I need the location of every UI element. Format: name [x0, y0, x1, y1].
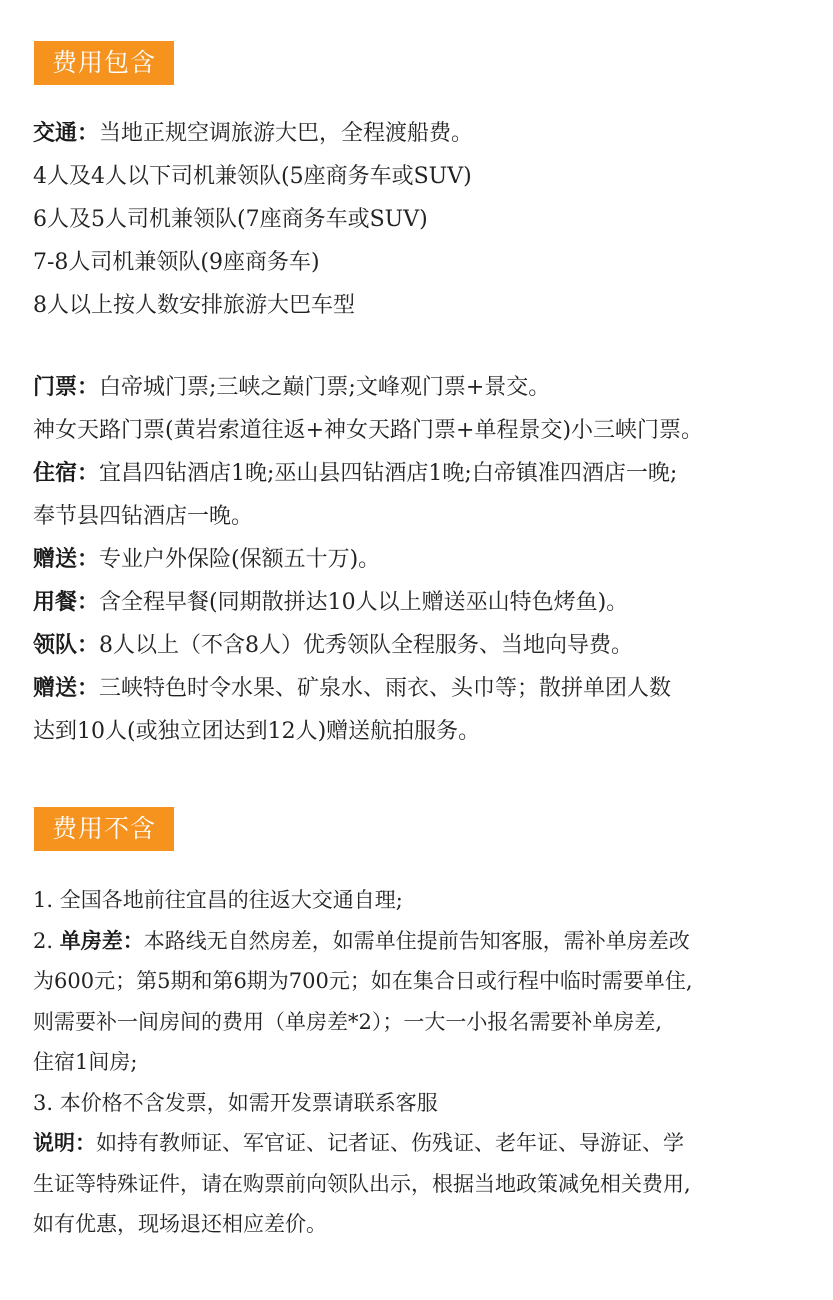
extras-gift-line-2: 达到10人(或独立团达到12人)赠送航拍服务。: [33, 719, 481, 744]
excluded-item-3: 3. 本价格不含发票，如需开发票请联系客服: [33, 1090, 438, 1115]
note-label: 说明：: [33, 1131, 96, 1155]
leader-line: [33, 624, 823, 667]
single-room-text: 本路线无自然房差，如需单住提前告知客服，需补单房差改: [143, 928, 690, 953]
meals-text: 含全程早餐(同期散拼达10人以上赠送巫山特色烤鱼)。: [99, 590, 629, 615]
insurance-gift-text: 专业户外保险(保额五十万)。: [99, 547, 381, 572]
leader-text: 8人以上（不含8人）优秀领队全程服务、当地向导费。: [99, 633, 634, 658]
transport-option-line: 6人及5人司机兼领队(7座商务车或SUV): [33, 207, 428, 232]
note-line: [33, 1123, 823, 1164]
single-room-line-4: 住宿1间房;: [33, 1050, 138, 1074]
tickets-line-2: 神女天路门票(黄岩索道往返+神女天路门票+单程景交)小三峡门票。: [33, 418, 704, 443]
transport-label: 交通：: [33, 121, 100, 146]
lodging-line: [33, 452, 823, 495]
lodging-label: 住宿：: [33, 461, 100, 486]
excluded-item-1: 1. 全国各地前往宜昌的往返大交通自理;: [33, 888, 403, 912]
extras-gift-line: [33, 667, 823, 710]
single-room-label: 单房差：: [59, 928, 144, 953]
tickets-line: [33, 366, 823, 409]
extras-gift-label: 赠送：: [33, 676, 100, 701]
included-details-block: [33, 366, 823, 753]
transport-text: 当地正规空调旅游大巴，全程渡船费。: [99, 121, 474, 146]
note-text: 如持有教师证、军官证、记者证、伤残证、老年证、导游证、学: [96, 1131, 684, 1155]
transport-option-line: 4人及4人以下司机兼领队(5座商务车或SUV): [33, 164, 472, 189]
excluded-block: [33, 880, 823, 1245]
insurance-gift-label: 赠送：: [33, 547, 100, 572]
excluded-item-2-prefix: 2.: [33, 928, 60, 953]
single-room-line-3: 则需要补一间房间的费用（单房差*2）；一大一小报名需要补单房差,: [33, 1009, 663, 1034]
insurance-gift-line: [33, 538, 823, 581]
meals-line: [33, 581, 823, 624]
excluded-section-title: 费用不含: [34, 807, 174, 851]
note-line-2: 生证等特殊证件，请在购票前向领队出示，根据当地政策减免相关费用,: [33, 1171, 691, 1196]
leader-label: 领队：: [33, 633, 100, 658]
lodging-line-2: 奉节县四钻酒店一晚。: [33, 504, 254, 529]
tickets-label: 门票：: [33, 375, 100, 400]
single-room-line-2: 为600元；第5期和第6期为700元；如在集合日或行程中临时需要单住,: [33, 969, 693, 993]
note-line-3: 如有优惠，现场退还相应差价。: [33, 1212, 327, 1236]
transport-line: [33, 112, 823, 155]
transport-block: [33, 112, 823, 327]
excluded-item-2: [33, 921, 823, 962]
included-section-title: 费用包含: [34, 41, 174, 85]
lodging-text: 宜昌四钻酒店1晚;巫山县四钻酒店1晚;白帝镇准四酒店一晚;: [99, 461, 678, 486]
tickets-text: 白帝城门票;三峡之巅门票;文峰观门票+景交。: [99, 375, 551, 400]
meals-label: 用餐：: [33, 590, 100, 615]
transport-option-line: 7-8人司机兼领队(9座商务车): [33, 250, 320, 275]
transport-option-line: 8人以上按人数安排旅游大巴车型: [33, 293, 355, 318]
extras-gift-text: 三峡特色时令水果、矿泉水、雨衣、头巾等；散拼单团人数: [99, 676, 672, 701]
